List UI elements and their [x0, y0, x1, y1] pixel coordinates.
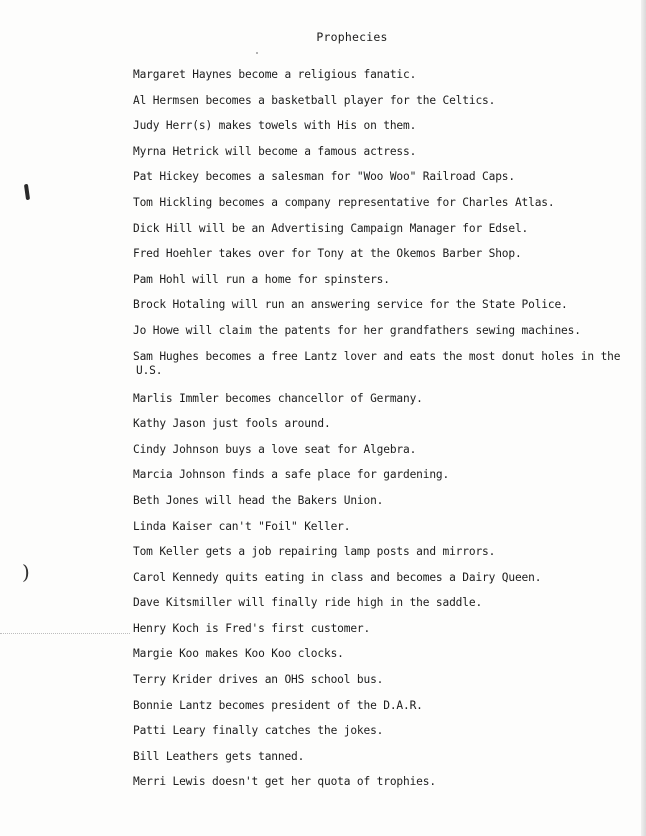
list-item-text: Al Hermsen becomes a basketball player for the Celtics. — [133, 93, 496, 107]
list-item-text: Cindy Johnson buys a love seat for Algebra. — [133, 442, 417, 456]
list-item-text: Dick Hill will be an Advertising Campaign Manager for Edsel. — [133, 221, 529, 235]
list-item — [133, 750, 633, 776]
list-item-text: Margie Koo makes Koo Koo clocks. — [133, 647, 344, 661]
list-item — [133, 273, 633, 299]
list-item-text: Pam Hohl will run a home for spinsters. — [133, 272, 390, 286]
list-item — [133, 545, 633, 571]
page-edge-shadow — [641, 0, 646, 836]
list-item — [133, 494, 633, 520]
list-item — [133, 68, 633, 94]
list-item — [133, 775, 633, 801]
list-item — [133, 196, 633, 222]
list-item-text: Marcia Johnson finds a safe place for gardening. — [133, 468, 450, 482]
list-item-text: Judy Herr(s) makes towels with His on them. — [133, 119, 417, 133]
list-item-text: Myrna Hetrick will become a famous actress. — [133, 144, 417, 158]
list-item — [133, 247, 633, 273]
list-item — [133, 647, 633, 673]
list-item-text: Pat Hickey becomes a salesman for "Woo Woo" Railroad Caps. — [133, 170, 515, 184]
list-item — [133, 596, 633, 622]
list-item — [133, 724, 633, 750]
list-item — [133, 119, 633, 145]
list-item-text: Tom Hickling becomes a company representative for Charles Atlas. — [133, 195, 555, 209]
list-item — [133, 417, 633, 443]
list-item — [133, 571, 633, 597]
list-item-text: Patti Leary finally catches the jokes. — [133, 724, 384, 738]
pen-mark — [24, 184, 30, 200]
list-item — [133, 298, 633, 324]
prophecy-list — [133, 68, 633, 801]
list-item-text: Sam Hughes becomes a free Lantz lover and eats the most donut holes in the — [133, 349, 621, 363]
list-item-continuation: U.S. — [136, 363, 163, 377]
list-item — [133, 520, 633, 546]
list-item — [133, 222, 633, 248]
list-item-text: Bill Leathers gets tanned. — [133, 749, 305, 763]
list-item-text: Merri Lewis doesn't get her quota of trophies. — [133, 775, 436, 789]
list-item-text: Carol Kennedy quits eating in class and becomes a Dairy Queen. — [133, 570, 542, 584]
list-item-text: Fred Hoehler takes over for Tony at the Okemos Barber Shop. — [133, 247, 522, 261]
list-item — [133, 443, 633, 469]
scan-artifact-line — [0, 633, 130, 634]
scan-speck — [256, 52, 258, 54]
pen-mark: ) — [22, 560, 30, 584]
list-item-text: Bonnie Lantz becomes president of the D.A.R. — [133, 698, 423, 712]
list-item — [133, 468, 633, 494]
list-item-text: Brock Hotaling will run an answering service for the State Police. — [133, 298, 568, 312]
list-item-text: Tom Keller gets a job repairing lamp posts and mirrors. — [133, 545, 496, 559]
list-item-text: Margaret Haynes become a religious fanatic. — [133, 68, 417, 81]
list-item — [133, 324, 633, 350]
list-item-text: Beth Jones will head the Bakers Union. — [133, 493, 384, 507]
list-item-text: Jo Howe will claim the patents for her grandfathers sewing machines. — [133, 323, 581, 337]
list-item — [133, 94, 633, 120]
page-title: Prophecies — [316, 30, 388, 44]
list-item-text: Henry Koch is Fred's first customer. — [133, 621, 371, 635]
list-item — [133, 673, 633, 699]
list-item — [133, 622, 633, 648]
list-item-text: Dave Kitsmiller will finally ride high in the saddle. — [133, 596, 483, 610]
list-item-text: Marlis Immler becomes chancellor of Germany. — [133, 391, 423, 405]
list-item — [133, 392, 633, 418]
list-item — [133, 145, 633, 171]
list-item-text: Terry Krider drives an OHS school bus. — [133, 673, 384, 687]
list-item — [133, 170, 633, 196]
list-item-text: Linda Kaiser can't "Foil" Keller. — [133, 519, 351, 533]
list-item — [133, 699, 633, 725]
list-item-text: Kathy Jason just fools around. — [133, 417, 331, 431]
list-item — [133, 350, 633, 392]
